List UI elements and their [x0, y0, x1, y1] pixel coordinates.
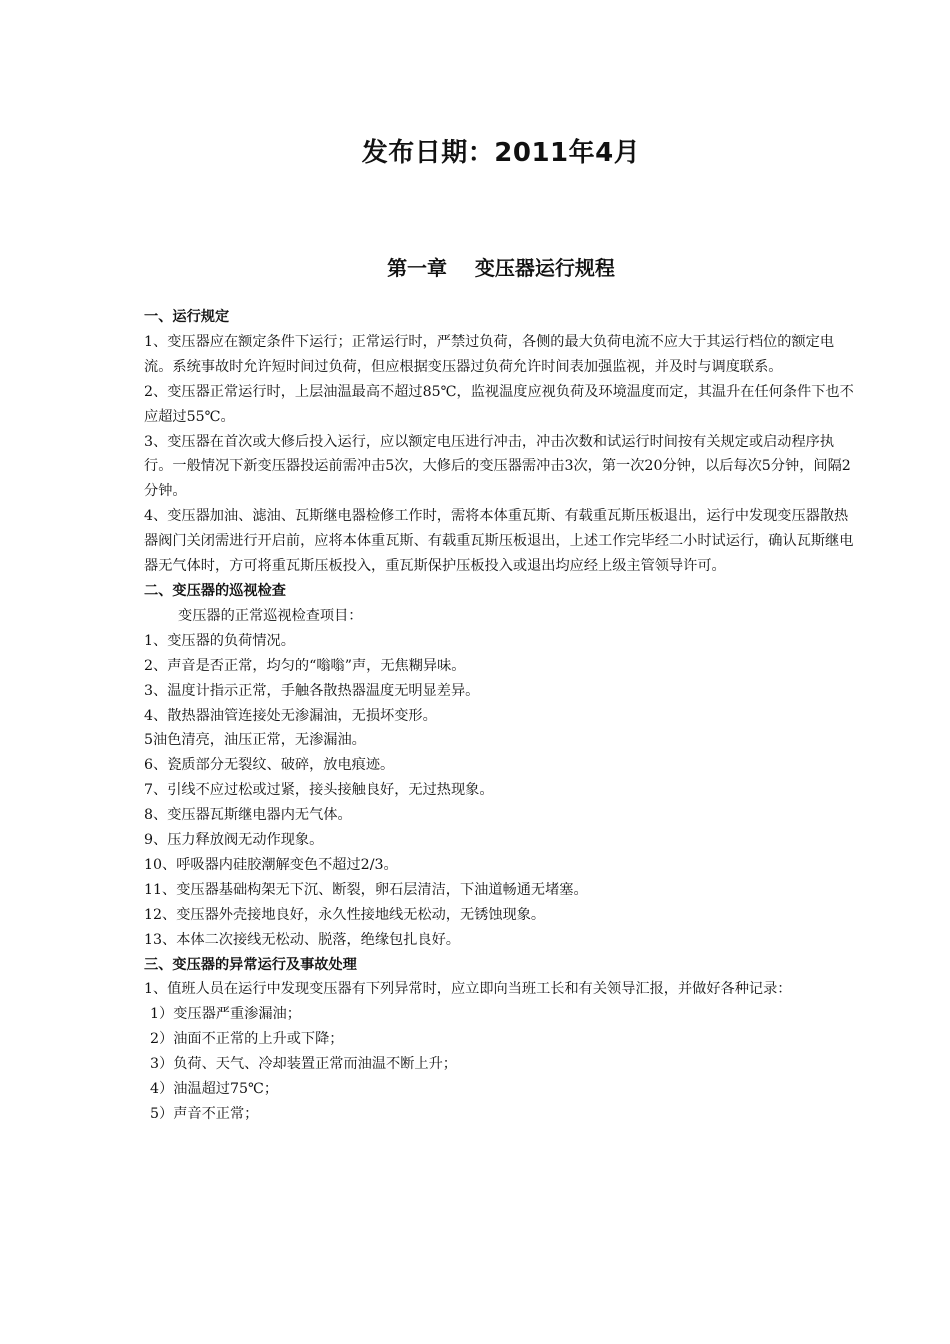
list-item: 9、压力释放阀无动作现象。	[144, 832, 324, 849]
paragraph: 4、变压器加油、滤油、瓦斯继电器检修工作时，需将本体重瓦斯、有载重瓦斯压板退出，运行中发现变压器散热器阀门关闭需进行开启前，应将本体重瓦斯、有载重瓦斯压板退出，上述工作完毕经二小时试运行，确认瓦斯继电器无气体时，方可将重瓦斯压板投入，重瓦斯保护压板投入或退出均应经上级主管领导许可。	[144, 508, 854, 575]
section-heading-operation-rules: 一、运行规定	[144, 309, 230, 325]
list-item: 2）油面不正常的上升或下降；	[150, 1031, 344, 1048]
list-item: 11、变压器基础构架无下沉、断裂，卵石层清洁，下油道畅通无堵塞。	[144, 881, 588, 898]
list-item: 4、散热器油管连接处无渗漏油，无损坏变形。	[144, 707, 437, 724]
list-item: 6、瓷质部分无裂纹、破碎，放电痕迹。	[144, 757, 395, 774]
list-item: 5）声音不正常；	[150, 1106, 259, 1122]
list-item: 12、变压器外壳接地良好，永久性接地线无松动，无锈蚀现象。	[144, 906, 546, 923]
paragraph: 1、值班人员在运行中发现变压器有下列异常时，应立即向当班工长和有关领导汇报，并做好各种记录：	[144, 981, 792, 998]
paragraph: 2、变压器正常运行时，上层油温最高不超过85℃，监视温度应视负荷及环境温度而定，其温升在任何条件下也不应超过55℃。	[144, 383, 854, 425]
list-item: 2、声音是否正常，均匀的“嗡嗡”声，无焦糊异味。	[144, 657, 466, 674]
list-item: 4）油温超过75℃；	[150, 1081, 279, 1098]
list-item: 1、变压器的负荷情况。	[144, 632, 295, 649]
paragraph: 变压器的正常巡视检查项目：	[178, 607, 363, 624]
paragraph: 3、变压器在首次或大修后投入运行，应以额定电压进行冲击，冲击次数和试运行时间按有关规定或启动程序执行。一般情况下新变压器投运前需冲击5次，大修后的变压器需冲击3次，第一次20分钟，以后每次5分钟，间隔2分钟。	[144, 433, 851, 500]
chapter-title: 第一章 变压器运行规程	[387, 256, 615, 280]
publication-date: 发布日期：2011年4月	[361, 138, 641, 168]
list-item: 10、呼吸器内硅胶潮解变色不超过2/3。	[144, 856, 398, 873]
section-heading-inspection: 二、变压器的巡视检查	[144, 582, 286, 599]
section-heading-abnormal-operation: 三、变压器的异常运行及事故处理	[144, 956, 357, 973]
list-item: 8、变压器瓦斯继电器内无气体。	[144, 807, 352, 824]
list-item: 13、本体二次接线无松动、脱落，绝缘包扎良好。	[144, 931, 460, 948]
list-item: 7、引线不应过松或过紧，接头接触良好，无过热现象。	[144, 782, 494, 799]
list-item: 3）负荷、天气、冷却装置正常而油温不断上升；	[150, 1056, 457, 1073]
list-item: 3、温度计指示正常，手触各散热器温度无明显差异。	[144, 682, 480, 699]
list-item: 1）变压器严重渗漏油；	[150, 1006, 301, 1023]
document-body	[144, 305, 860, 1127]
paragraph: 1、变压器应在额定条件下运行；正常运行时，严禁过负荷，各侧的最大负荷电流不应大于其运行档位的额定电流。系统事故时允许短时间过负荷，但应根据变压器过负荷允许时间表加强监视，并及时与调度联系。	[144, 333, 835, 375]
list-item: 5油色清亮，油压正常，无渗漏油。	[144, 732, 366, 749]
